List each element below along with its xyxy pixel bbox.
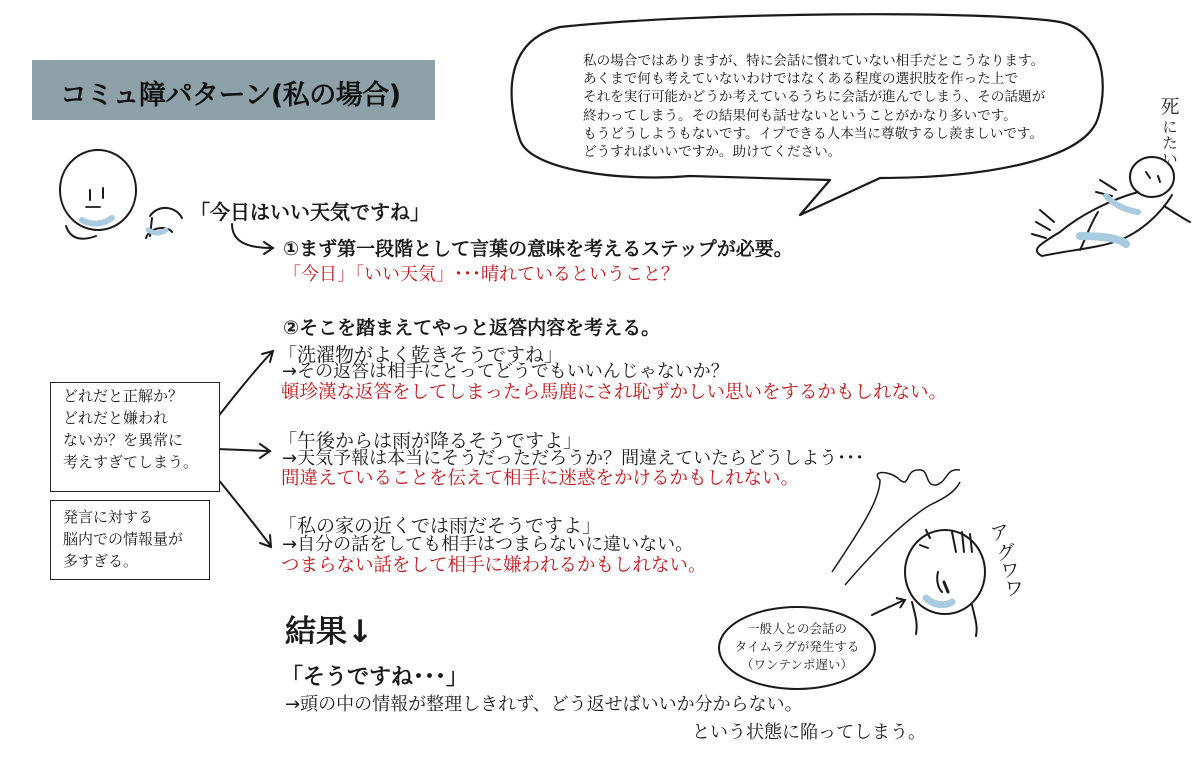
handwritten-char: ワ [999,559,1021,583]
option-thought: →その返答は相手にとってどうでもいいんじゃないか？ [282,361,729,382]
box-line: 発言に対する [63,508,154,526]
lag-bubble-text [722,620,872,674]
bubble-line: それを実行可能かどうか考えているうちに会話が進んでしまう、その話題が [583,89,1046,106]
overthinking-box [50,382,220,492]
bubble-line: もうどうしようもないです。イプできる人本当に尊敬するし羨ましいです。 [583,125,1044,142]
option-worry: 間違えていることを伝えて相手に迷惑をかけるかもしれない。 [281,468,800,489]
blush-mark [1106,196,1138,212]
option-quote: 「午後からは雨が降るそうですよ」 [278,430,583,452]
box-line: 考えすぎてしまう。 [63,453,199,471]
title-banner [32,60,435,120]
lag-line: （ワンテンポ遅い） [741,657,853,672]
option-worry: 頓珍漢な返答をしてしまったら馬鹿にされ恥ずかしい思いをするかもしれない。 [281,382,948,403]
option-quote: 「洗濯物がよく乾きそうですね」 [278,344,564,366]
handwritten-char: 死 [1160,96,1180,118]
handwritten-char: ア [988,520,1012,546]
lag-line: タイムラグが発生する [734,639,860,654]
box-line: ないか？を異常に [63,431,184,449]
box-line: 脳内での情報量が [63,530,184,548]
option-worry: つまらない話をして相手に嫌われるかもしれない。 [281,555,707,576]
step1-text: ①まず第一段階として言葉の意味を考えるステップが必要。 [283,238,793,260]
result-line: →頭の中の情報が整理しきれず、どう返せばいいか分からない。 [285,694,803,715]
bubble-line: どうすればいいですか。助けてください。 [583,143,842,160]
handwritten-char: ワ [1004,578,1024,600]
option-thought: →自分の話をしても相手はつまらないに違いない。 [282,534,694,555]
option-quote: 「私の家の近くでは雨だそうですよ」 [278,515,602,537]
bubble-line: あくまで何も考えていないわけではなくある程度の選択肢を作った上で [583,71,1018,88]
bubble-text [583,52,1045,161]
arrow-icon [872,600,904,615]
blush-mark [1080,236,1126,244]
handwritten-char: グ [995,540,1017,566]
box-line: 多すぎる。 [63,552,139,570]
blush-mark [148,230,166,233]
step2-text: ②そこを踏まえてやっと返答内容を考える。 [283,317,661,339]
step1-note: 「今日」「いい天気」･･･晴れているということ？ [283,264,679,285]
handwritten-char: た [1162,134,1178,152]
handwritten-char: に [1162,118,1178,136]
branch-arrows [217,351,273,547]
result-quote: 「そうですね･･･」 [281,665,469,690]
box-line: どれだと正解か？ [63,387,184,405]
option-thought: →天気予報は本当にそうだっただろうか？間違えていたらどうしよう･･･ [282,448,865,469]
page-title: コミュ障パターン(私の場合) [60,80,401,111]
greeting-text: 「今日はいい天気ですね」 [190,200,430,224]
bubble-line: 私の場合ではありますが、特に会話に慣れていない相手だとこうなります。 [583,53,1045,69]
box-line: どれだと嫌われ [63,409,169,427]
information-overload-box [50,500,210,580]
person-icon [60,150,182,239]
result-line: という状態に陥ってしまう。 [692,722,926,743]
confused-person-icon [905,530,985,636]
handwritten-char: い [1162,150,1178,168]
bubble-line: 終わってしまう。その結果何も話せないということがかなり多いです。 [583,107,1017,124]
lag-line: 一般人との会話の [746,621,847,636]
result-label: 結果↓ [285,614,373,650]
